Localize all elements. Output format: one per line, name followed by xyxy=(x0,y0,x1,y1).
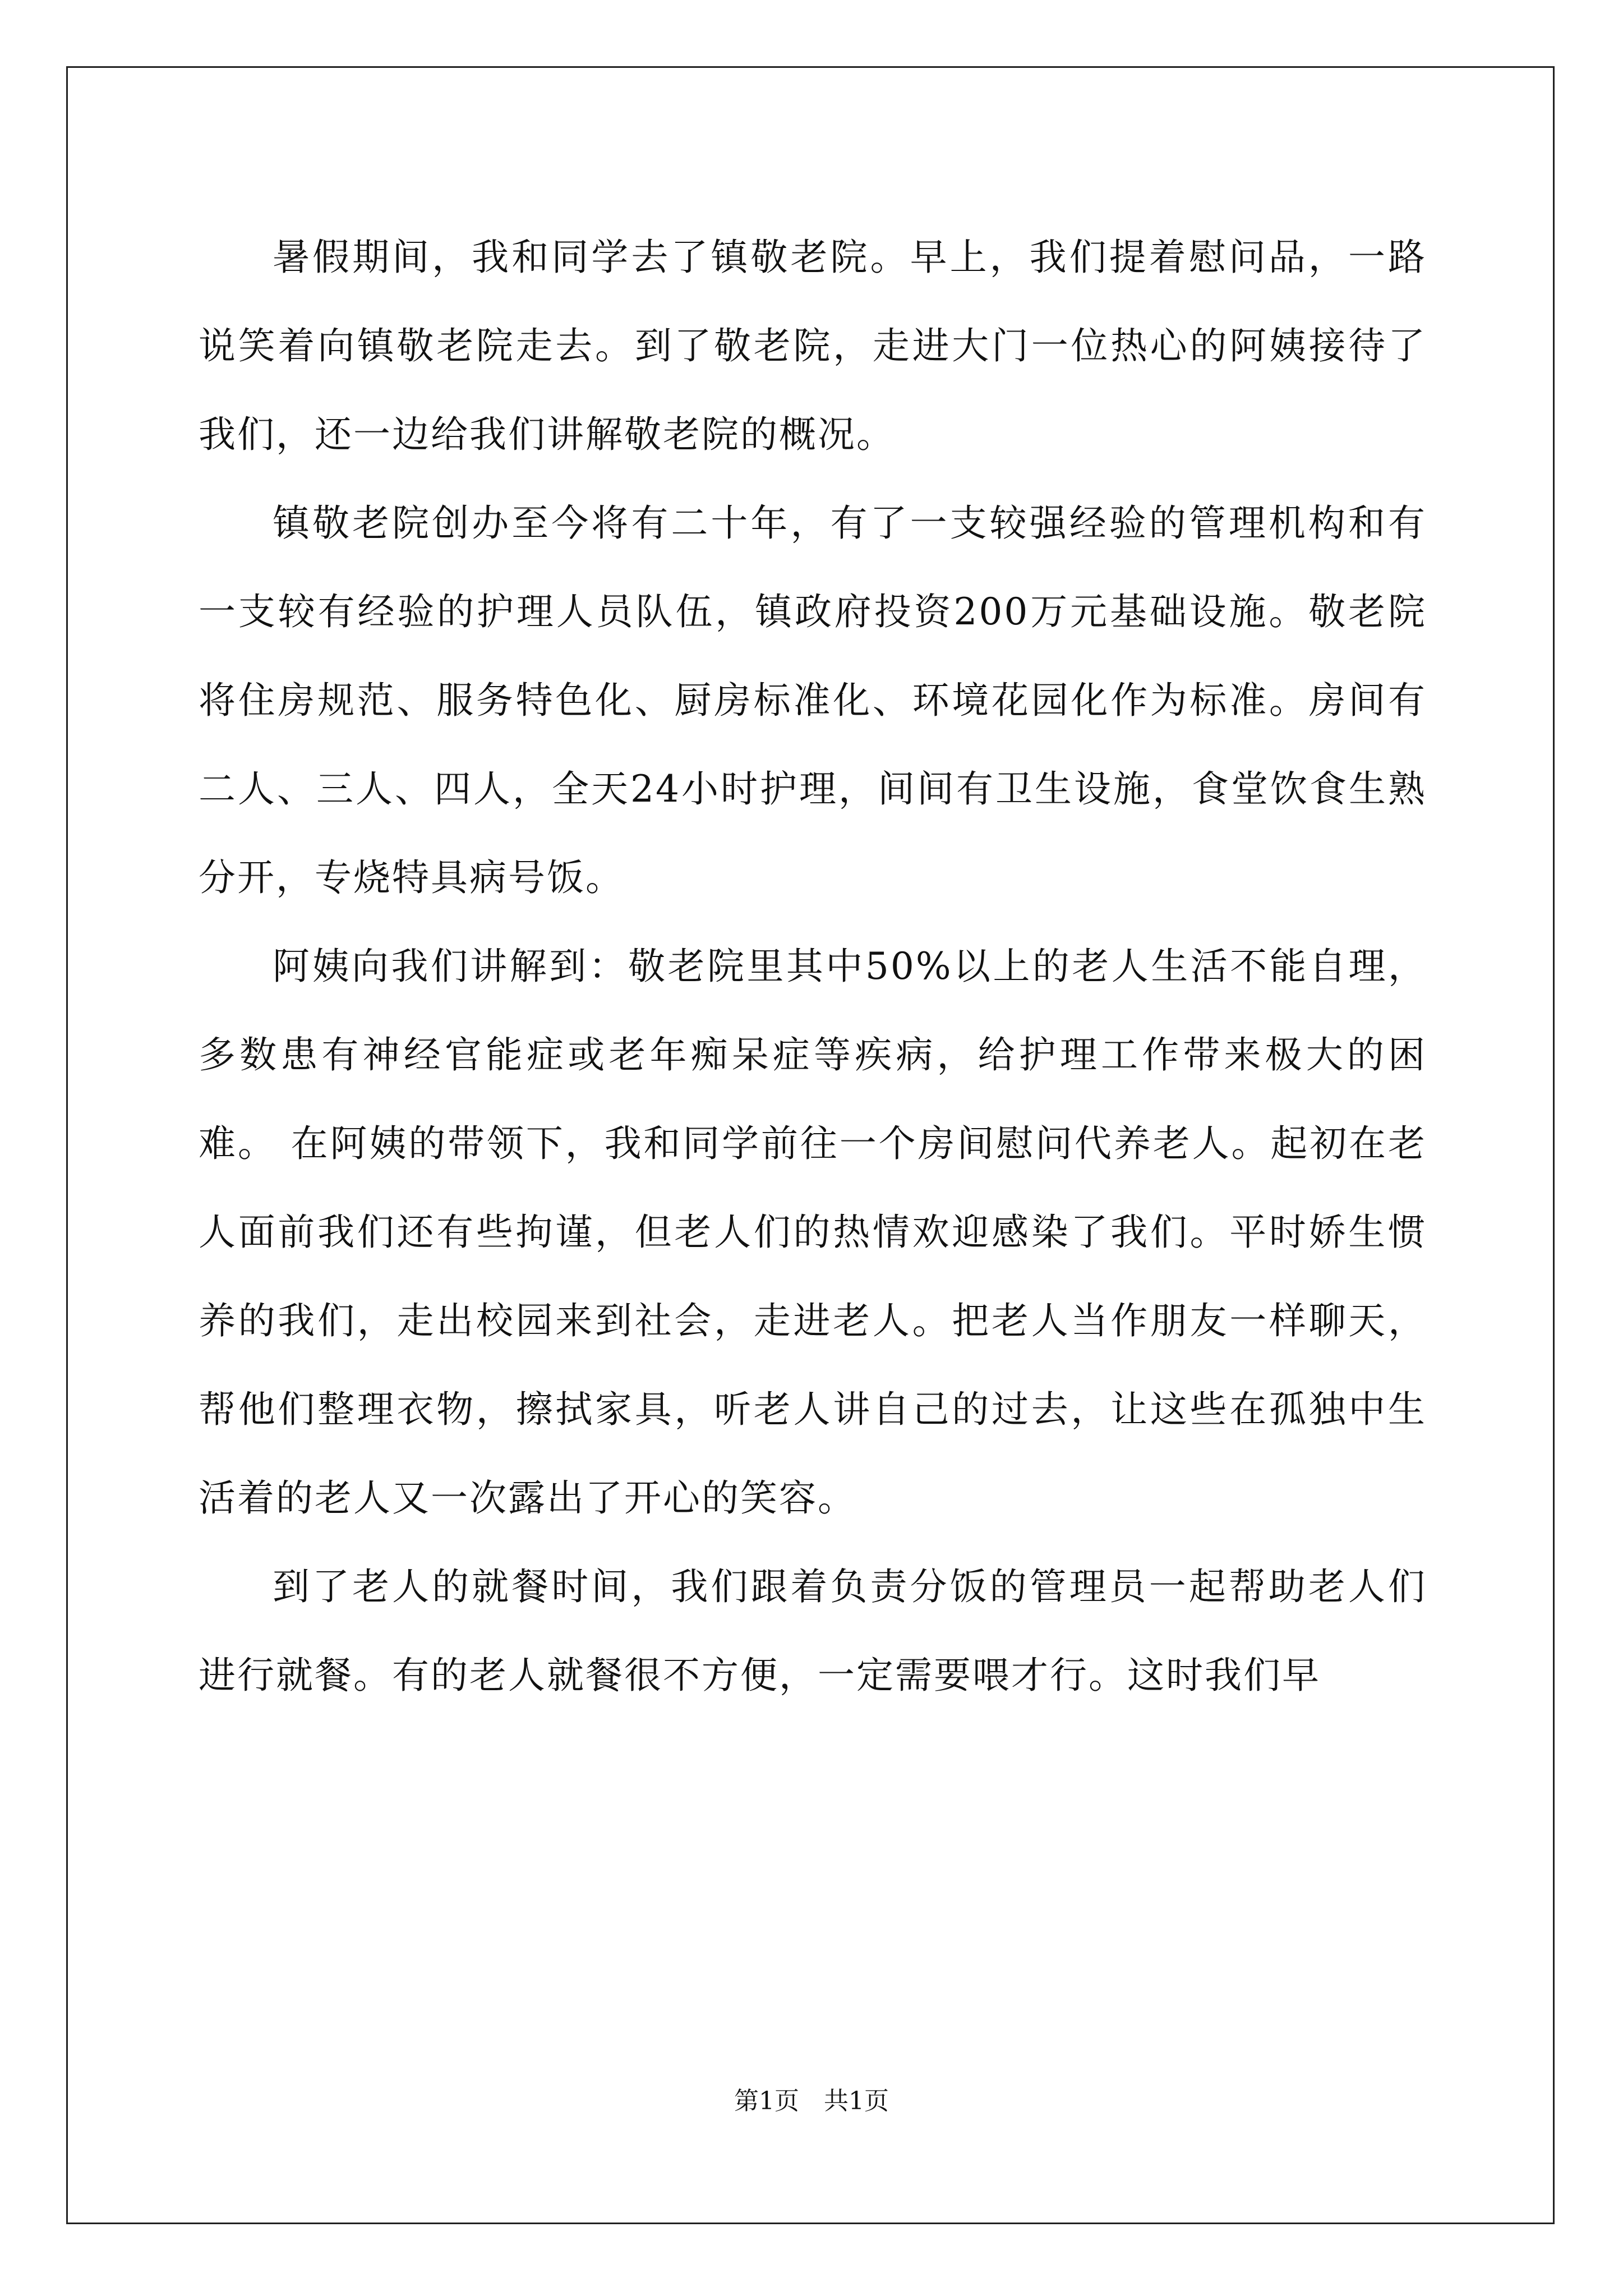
page-footer xyxy=(0,2085,1623,2118)
page-number: 第1页 xyxy=(734,2087,799,2115)
document-body xyxy=(199,213,1427,1720)
paragraph-4: 到了老人的就餐时间，我们跟着负责分饭的管理员一起帮助老人们进行就餐。有的老人就餐很不方便，一定需要喂才行。这时我们早 xyxy=(199,1565,1427,1697)
paragraph-2: 镇敬老院创办至今将有二十年，有了一支较强经验的管理机构和有一支较有经验的护理人员队伍，镇政府投资200万元基础设施。敬老院将住房规范、服务特色化、厨房标准化、环境花园化作为标准。房间有二人、三人、四人，全天24小时护理，间间有卫生设施，食堂饮食生熟分开，专烧特具病号饭。 xyxy=(199,501,1427,899)
paragraph-3: 阿姨向我们讲解到：敬老院里其中50%以上的老人生活不能自理，多数患有神经官能症或老年痴呆症等疾病，给护理工作带来极大的困难。 在阿姨的带领下，我和同学前往一个房间慰问代养老人。起初在老人面前我们还有些拘谨，但老人们的热情欢迎感染了我们。平时娇生惯养的我们，走出校园来到社会，走进老人。把老人当作朋友一样聊天，帮他们整理衣物，擦拭家具，听老人讲自己的过去，让这些在孤独中生活着的老人又一次露出了开心的笑容。 xyxy=(199,945,1427,1520)
page-total: 共1页 xyxy=(824,2087,889,2115)
paragraph-1: 暑假期间，我和同学去了镇敬老院。早上，我们提着慰问品，一路说笑着向镇敬老院走去。到了敬老院，走进大门一位热心的阿姨接待了我们，还一边给我们讲解敬老院的概况。 xyxy=(199,236,1427,456)
